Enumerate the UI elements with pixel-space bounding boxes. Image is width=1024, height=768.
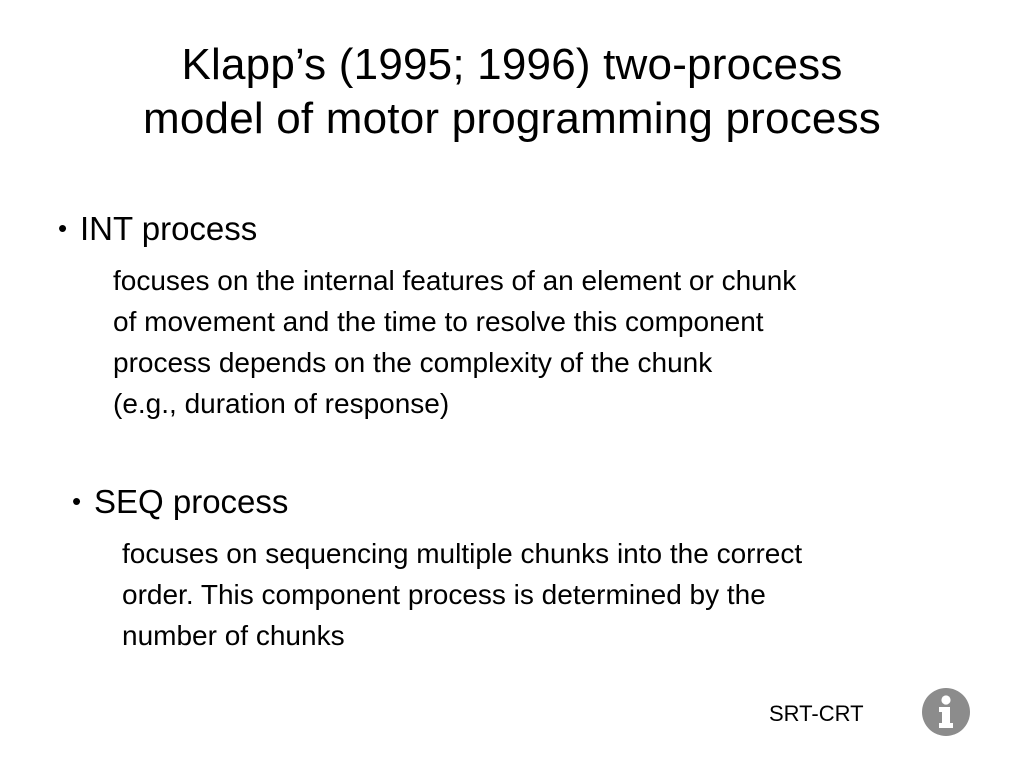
info-icon-graphic — [921, 687, 971, 737]
description-line: order. This component process is determined by the — [122, 579, 766, 610]
seq-process-description — [122, 533, 1004, 656]
bullet-heading: SEQ process — [94, 483, 289, 520]
slide-title — [0, 38, 1024, 146]
bullet-seq-process — [72, 481, 288, 522]
footer-label: SRT-CRT — [769, 701, 864, 726]
info-icon-dot — [941, 695, 950, 704]
title-line-2: model of motor programming process — [143, 94, 881, 143]
description-line: of movement and the time to resolve this component — [113, 306, 764, 337]
bullet-int-process — [58, 208, 257, 249]
title-line-1: Klapp’s (1995; 1996) two-process — [181, 40, 843, 89]
info-icon[interactable] — [921, 687, 971, 737]
bullet-marker: • — [58, 213, 68, 243]
description-line: focuses on the internal features of an element or chunk — [113, 265, 797, 296]
description-line: focuses on sequencing multiple chunks into the correct — [122, 538, 803, 569]
description-line: (e.g., duration of response) — [113, 388, 450, 419]
description-line: number of chunks — [122, 620, 345, 651]
description-line: process depends on the complexity of the chunk — [113, 347, 713, 378]
bullet-heading: INT process — [80, 210, 258, 247]
bullet-marker: • — [72, 486, 82, 516]
int-process-description — [113, 260, 995, 424]
